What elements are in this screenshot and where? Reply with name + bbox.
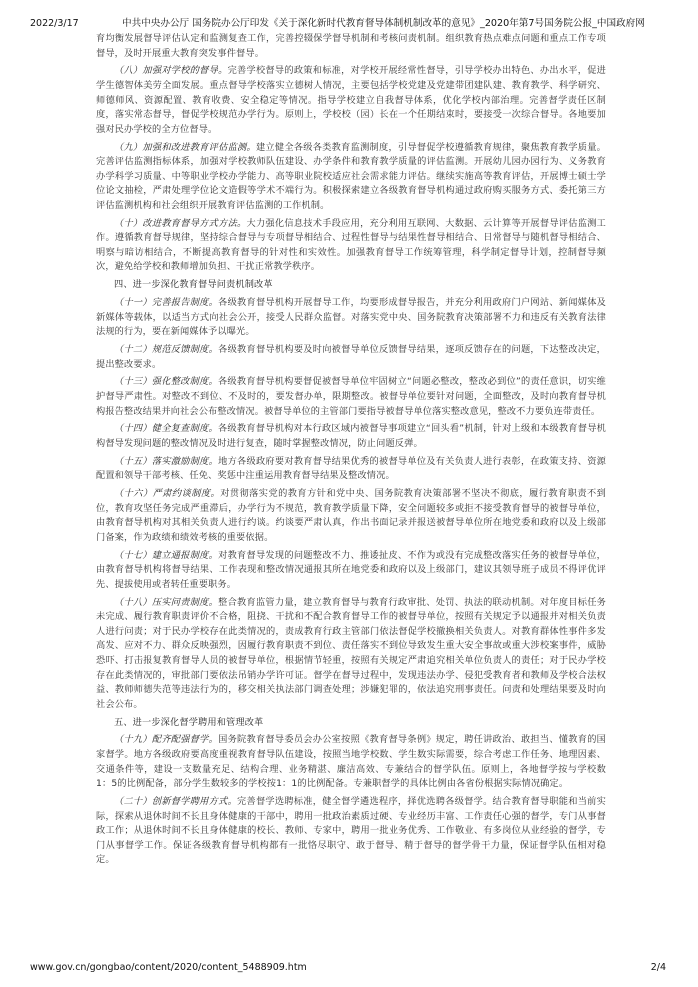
- paragraph-lead: （八）加强对学校的督导。: [114, 65, 228, 77]
- document-title: 中共中央办公厅 国务院办公厅印发《关于深化新时代教育督导体制机制改革的意见》_2020年第7号国务院公报_中国政府网: [122, 18, 645, 29]
- page-number: 2/4: [650, 962, 666, 973]
- paragraph: （二十）创新督学聘用方式。完善督学选聘标准，健全督学遴选程序，择优选聘各级督学。结合教育督导职能和当前实际，探索从退休时间不长且身体健康的干部中，聘用一批政治素质过硬、专业经历丰富、工作责任心强的督学，专门从事督政工作；从退休时间不长且身体健康的校长、教师、专家中，聘用一批业务优秀、工作敬业、有多岗位从业经验的督学，专门从事督学工作。保证各级教育督导机构都有一批恪尽职守、敢于督导、精于督导的督学骨干力量，保证督学队伍相对稳定。: [96, 795, 606, 866]
- paragraph-lead: （二十）创新督学聘用方式。: [114, 795, 238, 807]
- paragraph: （十三）强化整改制度。各级教育督导机构要督促被督导单位牢固树立“问题必整改，整改必到位”的责任意识，切实维护督导严肃性。对整改不到位、不及时的，要发督办单，限期整改。被督导单位要针对问题，全面整改，及时向教育督导机构报告整改结果并向社会公布整改情况。被督导单位的主管部门要指导被督导单位落实整改意见，整改不力要负连带责任。: [96, 376, 606, 417]
- paragraph-lead: （九）加强和改进教育评估监测。: [114, 141, 256, 153]
- paragraph-lead: （十五）落实激励制度。: [114, 455, 219, 467]
- paragraph-lead: （十一）完善报告制度。: [114, 297, 219, 309]
- section-heading: 四、进一步深化教育督导问责机制改革: [114, 279, 273, 291]
- paragraph: （十一）完善报告制度。各级教育督导机构开展督导工作，均要形成督导报告，并充分利用政府门户网站、新闻媒体及新媒体等载体，以适当方式向社会公开，接受人民群众监督。对落实党中央、国务院教育决策部署不力和违反有关教育法律法规的行为，要在新闻媒体予以曝光。: [96, 297, 606, 338]
- section-heading: 五、进一步深化督学聘用和管理改革: [114, 716, 264, 728]
- paragraph: （八）加强对学校的督导。完善学校督导的政策和标准，对学校开展经常性督导，引导学校办出特色、办出水平，促进学生德智体美劳全面发展。重点督导学校落实立德树人情况，主要包括学校党建及党建带团建队建、教育教学、科学研究、师德师风、资源配置、教育收费、安全稳定等情况。指导学校建立自我督导体系，优化学校内部治理。完善督学责任区制度，落实常态督导，督促学校规范办学行为。原则上，学校校（园）长在一个任期结束时，要接受一次综合督导。各地要加强对民办学校的全方位督导。: [96, 65, 606, 135]
- paragraph: 育均衡发展督导评估认定和监测复查工作，完善控辍保学督导机制和考核问责机制。组织教育热点难点问题和重点工作专项督导，及时开展重大教育突发事件督导。: [96, 33, 606, 59]
- paragraph: （十）改进教育督导方式方法。大力强化信息技术手段应用，充分利用互联网、大数据、云计算等开展督导评估监测工作。遵循教育督导规律，坚持综合督导与专项督导相结合、过程性督导与结果性督导相结合、日常督导与随机督导相结合、明察与暗访相结合，不断提高教育督导的针对性和实效性。加强教育督导工作统筹管理，科学制定督导计划，控制督导频次，避免给学校和教师增加负担、干扰正常教学秩序。: [96, 217, 606, 273]
- print-header: [0, 17, 698, 31]
- paragraph-lead: （十九）配齐配强督学。: [114, 734, 219, 746]
- paragraph: （十六）严肃约谈制度。对贯彻落实党的教育方针和党中央、国务院教育决策部署不坚决不彻底，履行教育职责不到位，教育攻坚任务完成严重滞后，办学行为不规范，教育教学质量下降，安全问题较多或拒不接受教育督导的被督导单位，由教育督导机构对其相关负责人进行约谈。约谈要严肃认真，作出书面记录并报送被督导单位所在地党委和政府以及上级部门备案，作为政绩和绩效考核的重要依据。: [96, 488, 606, 543]
- paragraph-lead: （十三）强化整改制度。: [114, 376, 218, 388]
- paragraph: （十七）建立通报制度。对教育督导发现的问题整改不力、推诿扯皮、不作为或没有完成整改落实任务的被督导单位，由教育督导机构将督导结果、工作表现和整改情况通报其所在地党委和政府以及上级部门，建议其领导班子成员不得评优评先、提拔使用或者转任重要职务。: [96, 549, 606, 590]
- page-url: www.gov.cn/gongbao/content/2020/content_5488909.htm: [30, 962, 307, 973]
- paragraph: （十二）规范反馈制度。各级教育督导机构要及时向被督导单位反馈督导结果，逐项反馈存在的问题，下达整改决定，提出整改要求。: [96, 344, 606, 370]
- document-body: [96, 32, 606, 871]
- paragraph: （十四）健全复查制度。各级教育督导机构对本行政区域内被督导事项建立“回头看”机制，针对上级和本级教育督导机构督导发现问题的整改情况及时进行复查，随时掌握整改情况，防止问题反弹。: [96, 423, 606, 449]
- print-date: 2022/3/17: [30, 18, 79, 29]
- paragraph-lead: （十六）严肃约谈制度。: [114, 488, 221, 500]
- paragraph: （十九）配齐配强督学。国务院教育督导委员会办公室按照《教育督导条例》规定，聘任讲政治、敢担当、懂教育的国家督学。地方各级政府要高度重视教育督导队伍建设，按照当地学校数、学生数实际需要，综合考虑工作任务、地理因素、交通条件等，建设一支数量充足、结构合理、业务精湛、廉洁高效、专兼结合的督学队伍。原则上，各地督学按与学校数1：5的比例配备，部分学生数较多的学校按1：1的比例配备。专兼职督学的具体比例由各省份根据实际情况确定。: [96, 734, 606, 790]
- paragraph: （九）加强和改进教育评估监测。建立健全各级各类教育监测制度，引导督促学校遵循教育规律，聚焦教育教学质量。完善评估监测指标体系，加强对学校教师队伍建设、办学条件和教育教学质量的评估监测。开展幼儿园办园行为、义务教育办学科学习质量、中等职业学校办学能力、高等职业院校适应社会需求能力评估。继续实施高等教育评估，开展博士硕士学位论文抽检，严肃处理学位论文造假等学术不端行为。积极探索建立各级教育督导机构通过政府购买服务方式、委托第三方评估监测机构和社会组织开展教育评估监测的工作机制。: [96, 141, 606, 211]
- print-footer: [0, 961, 698, 975]
- paragraph-lead: （十四）健全复查制度。: [114, 423, 218, 435]
- paragraph-lead: （十八）压实问责制度。: [114, 596, 219, 608]
- paragraph-lead: （十）改进教育督导方式方法。: [114, 217, 247, 229]
- paragraph-lead: （十七）建立通报制度。: [114, 549, 219, 561]
- paragraph: （十五）落实激励制度。地方各级政府要对教育督导结果优秀的被督导单位及有关负责人进行表彰，在政策支持、资源配置和领导干部考核、任免、奖惩中注重运用教育督导结果及整改情况。: [96, 455, 606, 482]
- paragraph-lead: （十二）规范反馈制度。: [114, 344, 219, 355]
- paragraph: （十八）压实问责制度。整合教育监管力量，建立教育督导与教育行政审批、处罚、执法的联动机制。对年度目标任务未完成、履行教育职责评价不合格，阻挠、干扰和不配合教育督导工作的被督导单位，按照有关规定予以通报并对相关负责人进行问责；对于民办学校存在此类情况的，责成教育行政主管部门依法督促学校撤换相关负责人。对教育群体性事件多发高发、应对不力、群众反映强烈，因履行教育职责不到位、责任落实不到位导致发生重大安全事故或重大涉校案事件，威胁恐吓、打击报复教育督导人员的被督导单位，根据情节轻重，按照有关规定严肃追究相关单位负责人的责任；对于民办学校存在此类情况的，审批部门要依法吊销办学许可证。督学在督导过程中，发现违法办学、侵犯受教育者和教师及学校合法权益、教师师德失范等违法行为的，移交相关执法部门调查处理；涉嫌犯罪的，依法追究刑事责任。问责和处理结果要及时向社会公布。: [96, 596, 606, 710]
